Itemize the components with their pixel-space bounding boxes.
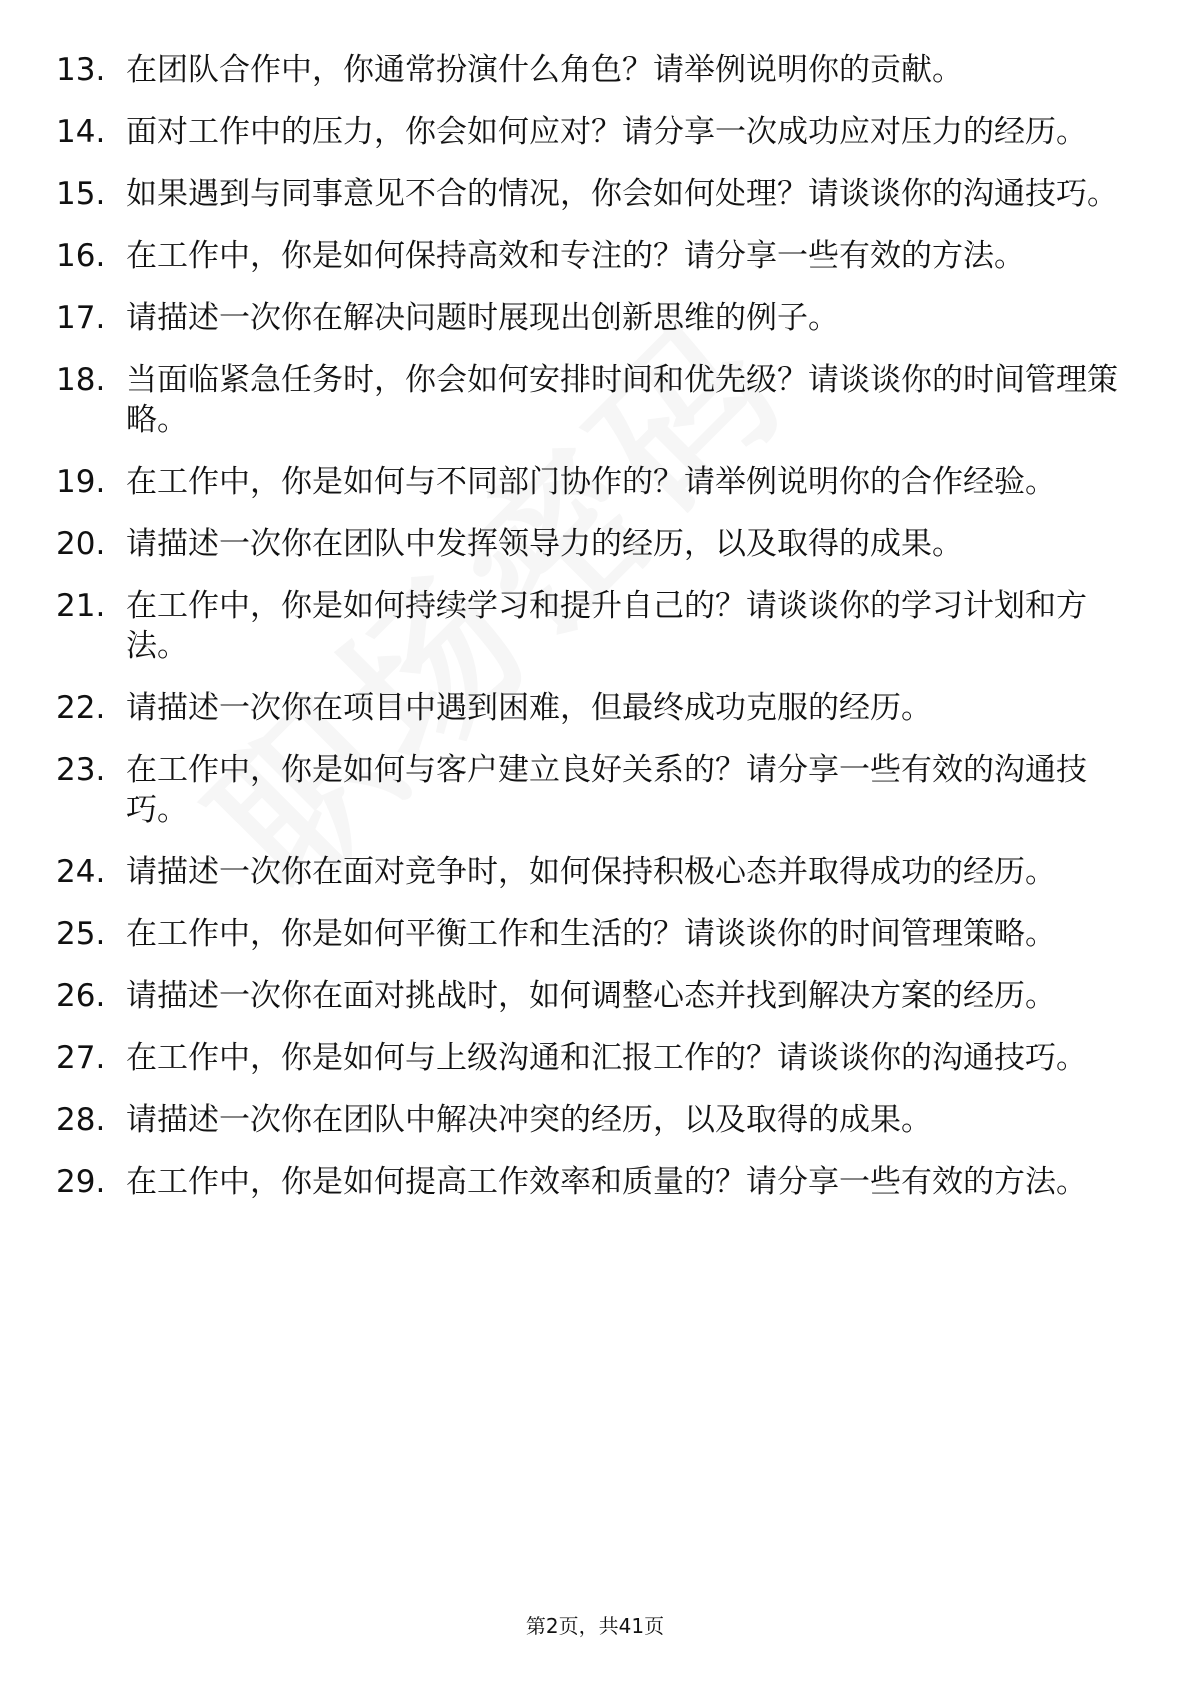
question-number: 21. [56, 588, 106, 624]
question-item [56, 852, 1126, 892]
question-text: 在工作中，你是如何提高工作效率和质量的？请分享一些有效的方法。 [126, 1164, 1087, 1200]
question-item [56, 50, 1126, 90]
question-item [56, 750, 1126, 830]
question-number: 20. [56, 526, 106, 562]
question-item [56, 586, 1126, 666]
question-text: 在工作中，你是如何平衡工作和生活的？请谈谈你的时间管理策略。 [126, 916, 1056, 952]
question-text: 请描述一次你在解决问题时展现出创新思维的例子。 [126, 300, 839, 336]
question-item [56, 1100, 1126, 1140]
question-text: 当面临紧急任务时，你会如何安排时间和优先级？请谈谈你的时间管理策略。 [126, 362, 1118, 438]
question-text: 请描述一次你在团队中发挥领导力的经历，以及取得的成果。 [126, 526, 963, 562]
question-number: 18. [56, 362, 106, 398]
question-item [56, 1038, 1126, 1078]
question-text: 在工作中，你是如何持续学习和提升自己的？请谈谈你的学习计划和方法。 [126, 588, 1087, 664]
question-number: 15. [56, 176, 106, 212]
question-text: 请描述一次你在项目中遇到困难，但最终成功克服的经历。 [126, 690, 932, 726]
question-list [56, 50, 1126, 1224]
question-number: 29. [56, 1164, 106, 1200]
question-text: 请描述一次你在团队中解决冲突的经历，以及取得的成果。 [126, 1102, 932, 1138]
question-text: 请描述一次你在面对挑战时，如何调整心态并找到解决方案的经历。 [126, 978, 1056, 1014]
question-number: 24. [56, 854, 106, 890]
question-number: 14. [56, 114, 106, 150]
question-item [56, 976, 1126, 1016]
question-number: 19. [56, 464, 106, 500]
question-item [56, 174, 1126, 214]
question-number: 22. [56, 690, 106, 726]
question-item [56, 688, 1126, 728]
page-footer: 第2页，共41页 [525, 1614, 665, 1638]
question-text: 在团队合作中，你通常扮演什么角色？请举例说明你的贡献。 [126, 52, 963, 88]
question-text: 在工作中，你是如何与不同部门协作的？请举例说明你的合作经验。 [126, 464, 1056, 500]
question-item [56, 1162, 1126, 1202]
question-item [56, 360, 1126, 440]
question-item [56, 462, 1126, 502]
question-number: 26. [56, 978, 106, 1014]
question-number: 17. [56, 300, 106, 336]
question-text: 请描述一次你在面对竞争时，如何保持积极心态并取得成功的经历。 [126, 854, 1056, 890]
question-number: 16. [56, 238, 106, 274]
question-text: 在工作中，你是如何保持高效和专注的？请分享一些有效的方法。 [126, 238, 1025, 274]
question-text: 面对工作中的压力，你会如何应对？请分享一次成功应对压力的经历。 [126, 114, 1087, 150]
question-item [56, 524, 1126, 564]
question-text: 在工作中，你是如何与上级沟通和汇报工作的？请谈谈你的沟通技巧。 [126, 1040, 1087, 1076]
question-item [56, 236, 1126, 276]
question-number: 13. [56, 52, 106, 88]
question-number: 27. [56, 1040, 106, 1076]
question-item [56, 914, 1126, 954]
question-number: 28. [56, 1102, 106, 1138]
question-item [56, 298, 1126, 338]
question-text: 在工作中，你是如何与客户建立良好关系的？请分享一些有效的沟通技巧。 [126, 752, 1087, 828]
question-text: 如果遇到与同事意见不合的情况，你会如何处理？请谈谈你的沟通技巧。 [126, 176, 1118, 212]
question-number: 23. [56, 752, 106, 788]
question-item [56, 112, 1126, 152]
question-number: 25. [56, 916, 106, 952]
